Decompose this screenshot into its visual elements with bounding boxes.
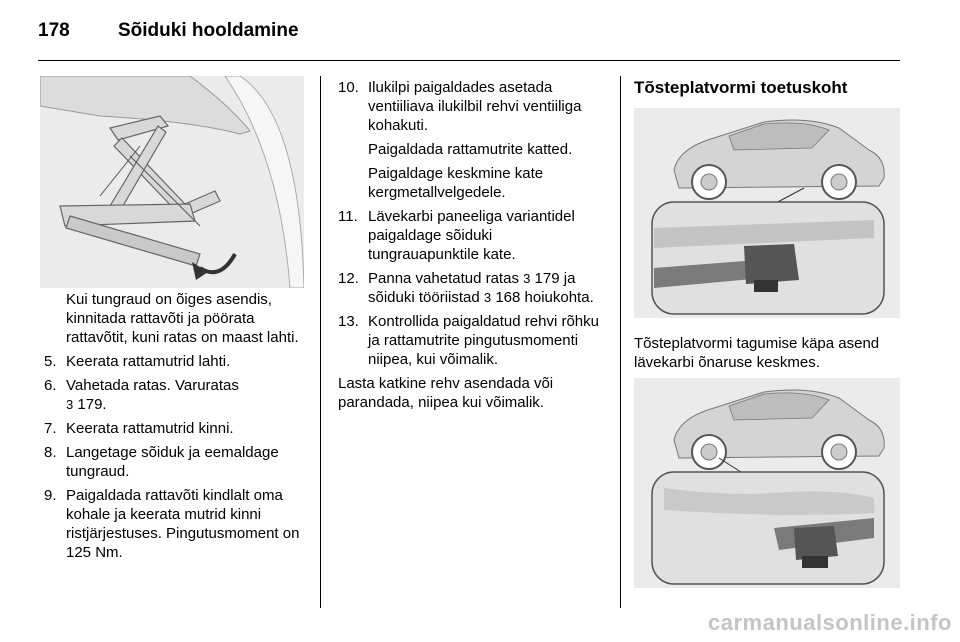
page-ref-arrow-icon: 3 [523, 271, 531, 286]
page-ref-arrow-icon: 3 [483, 290, 492, 305]
jack-intro-text: Kui tungraud on õiges asendis, kinnitada rattavõti ja pöörata rattavõtit, kuni ratas on maast lahti. [66, 291, 299, 346]
page-header [38, 20, 299, 42]
lift-point-figure-2 [634, 378, 900, 588]
page-title: Sõiduki hooldamine [118, 20, 299, 41]
step-12: 12. Panna vahetatud ratas 3 179 ja sõiduki tööriistad 3 168 hoiukohta. [338, 270, 594, 306]
column-1 [44, 290, 309, 567]
lift-point-figure-1 [634, 108, 900, 318]
step-10-note-b: Paigaldage keskmine kate kergmetallvelgedele. [368, 165, 544, 201]
column-3 [634, 78, 904, 109]
step-13: 13. Kontrollida paigaldatud rehvi rõhku ja rattamutrite pingutusmomenti niipea, kui võimalik. [338, 313, 599, 368]
closing-text: Lasta katkine rehv asendada või parandada, niipea kui võimalik. [338, 375, 554, 411]
header-rule [38, 60, 900, 61]
page-number: 178 [38, 20, 70, 41]
column-2 [338, 78, 606, 417]
step-7: 7. Keerata rattamutrid kinni. [44, 420, 234, 437]
column-divider-1 [320, 76, 321, 608]
jack-illustration [40, 76, 304, 288]
section-title: Tõsteplatvormi toetuskoht [634, 78, 848, 97]
step-11: 11. Lävekarbi paneeliga variantidel paigaldage sõiduki tungrauapunktile kate. [338, 208, 575, 263]
step-8: 8. Langetage sõiduk ja eemaldage tungraud. [44, 444, 279, 480]
page-ref: 179. [77, 396, 107, 413]
step-9: 9. Paigaldada rattavõti kindlalt oma kohale ja keerata mutrid kinni ristjärjestuses. Pingutusmoment on 125 Nm. [44, 487, 300, 561]
step-6: 6. Vahetada ratas. Varuratas 3 179. [44, 377, 239, 413]
step-5: 5. Keerata rattamutrid lahti. [44, 353, 231, 370]
lift-point-caption: Tõsteplatvormi tagumise käpa asend lävekarbi õnaruse keskmes. [634, 335, 880, 371]
watermark: carmanualsonline.info [708, 610, 952, 635]
step-10: 10. Ilukilpi paigaldades asetada ventiiliava ilukilbil rehvi ventiiliga kohakuti. [338, 79, 582, 134]
page-ref-arrow-icon: 3 [66, 397, 74, 412]
step-10-note-a: Paigaldada rattamutrite katted. [368, 141, 573, 158]
column-divider-2 [620, 76, 621, 608]
